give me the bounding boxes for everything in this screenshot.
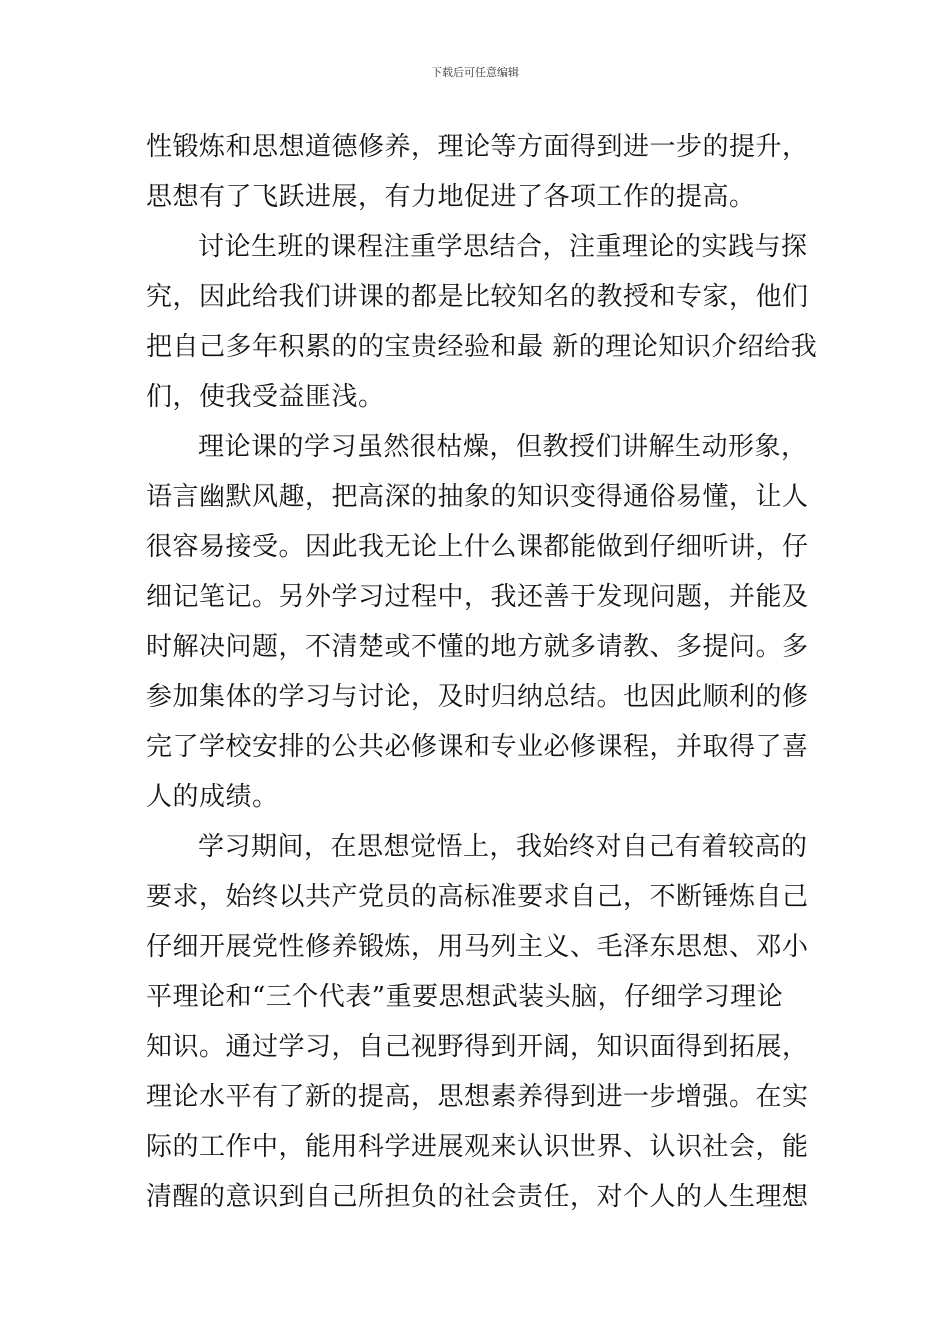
text-line: 细记笔记。另外学习过程中，我还善于发现问题，并能及 [146,582,809,612]
text-line: 清醒的意识到自己所担负的社会责任，对个人的人生理想 [146,1182,809,1212]
text-line: 性锻炼和思想道德修养，理论等方面得到进一步的提升， [146,132,809,162]
text-line: 知识。通过学习，自己视野得到开阔，知识面得到拓展， [146,1032,809,1062]
paragraph-first-line: 讨论生班的课程注重学思结合，注重理论的实践与探 [198,232,808,262]
text-line: 完了学校安排的公共必修课和专业必修课程，并取得了喜 [146,732,809,762]
text-line: 要求，始终以共产党员的高标准要求自己，不断锤炼自己 [146,882,809,912]
paragraph-first-line: 学习期间，在思想觉悟上，我始终对自己有着较高的 [198,832,808,862]
text-line: 究，因此给我们讲课的都是比较知名的教授和专家，他们 [146,282,809,312]
paragraph-first-line: 理论课的学习虽然很枯燥，但教授们讲解生动形象， [198,432,808,462]
document-body [146,122,818,1222]
text-line: 思想有了飞跃进展，有力地促进了各项工作的提高。 [146,182,756,212]
text-line: 时解决问题，不清楚或不懂的地方就多请教、多提问。多 [146,632,809,662]
text-line: 仔细开展党性修养锻炼，用马列主义、毛泽东思想、邓小 [146,932,809,962]
text-line: 人的成绩。 [146,782,279,812]
text-line: 们，使我受益匪浅。 [146,382,385,412]
text-line: 参加集体的学习与讨论，及时归纳总结。也因此顺利的修 [146,682,809,712]
page-header-note: 下载后可任意编辑 [431,66,519,79]
text-line: 很容易接受。因此我无论上什么课都能做到仔细听讲，仔 [146,532,809,562]
text-line: 际的工作中，能用科学进展观来认识世界、认识社会，能 [146,1132,809,1162]
text-line: 语言幽默风趣，把高深的抽象的知识变得通俗易懂，让人 [146,482,809,512]
text-line: 把自己多年积累的的宝贵经验和最 新的理论知识介绍给我 [146,332,818,362]
text-line: 理论水平有了新的提高，思想素养得到进一步增强。在实 [146,1082,809,1112]
text-line: 平理论和“三个代表”重要思想武装头脑，仔细学习理论 [146,982,784,1012]
